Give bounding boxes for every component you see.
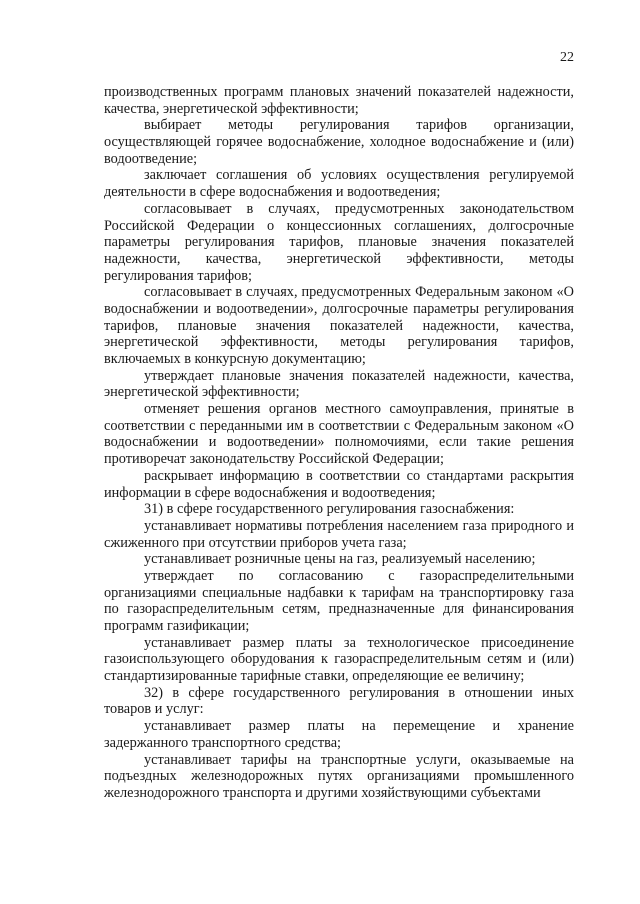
paragraph: выбирает методы регулирования тарифов организации, осуществляющей горячее водоснабжение, холодное водоснабжение и (или) водоотведение;: [104, 117, 574, 167]
paragraph: утверждает по согласованию с газораспределительными организациями специальные надбавки к тарифам на транспортировку газа по газораспределительным сетям, предназначенные для финансирования программ газификации;: [104, 567, 574, 634]
paragraph: производственных программ плановых значений показателей надежности, качества, энергетической эффективности;: [104, 84, 574, 117]
document-body: [104, 84, 574, 802]
paragraph: устанавливает тарифы на транспортные услуги, оказываемые на подъездных железнодорожных путях организациями промышленного железнодорожного транспорта и другими хозяйствующими субъектами: [104, 751, 574, 801]
page-number: 22: [560, 50, 574, 65]
section-heading: 32) в сфере государственного регулирования в отношении иных товаров и услуг:: [104, 684, 574, 718]
paragraph: устанавливает нормативы потребления населением газа природного и сжиженного при отсутствии приборов учета газа;: [104, 517, 574, 551]
paragraph: устанавливает розничные цены на газ, реализуемый населению;: [144, 551, 536, 568]
paragraph: согласовывает в случаях, предусмотренных Федеральным законом «О водоснабжении и водоотведении», долгосрочные параметры регулирования тарифов, плановые значения показателей надежности, качества, энергетической эффективности, методы регулирования тарифов, включаемых в конкурсную документацию;: [104, 284, 574, 367]
paragraph: отменяет решения органов местного самоуправления, принятые в соответствии с переданными им в соответствии с Федеральным законом «О водоснабжении и водоотведении» полномочиями, если такие решения противоречат законодательству Российской Федерации;: [104, 401, 574, 468]
section-heading: 31) в сфере государственного регулирования газоснабжения:: [144, 501, 515, 518]
paragraph: устанавливает размер платы на перемещение и хранение задержанного транспортного средства;: [104, 718, 574, 751]
paragraph: согласовывает в случаях, предусмотренных законодательством Российской Федерации о концессионных соглашениях, долгосрочные параметры регулирования тарифов, плановые значения показателей надежности, качества, энергетической эффективности, методы регулирования тарифов;: [104, 200, 574, 284]
paragraph: раскрывает информацию в соответствии со стандартами раскрытия информации в сфере водоснабжения и водоотведения;: [104, 467, 574, 501]
paragraph: заключает соглашения об условиях осуществления регулируемой деятельности в сфере водоснабжения и водоотведения;: [104, 167, 574, 201]
paragraph: устанавливает размер платы за технологическое присоединение газоиспользующего оборудования к газораспределительным сетям и (или) стандартизированные тарифные ставки, определяющие ее величину;: [104, 634, 574, 685]
paragraph: утверждает плановые значения показателей надежности, качества, энергетической эффективности;: [104, 367, 574, 401]
